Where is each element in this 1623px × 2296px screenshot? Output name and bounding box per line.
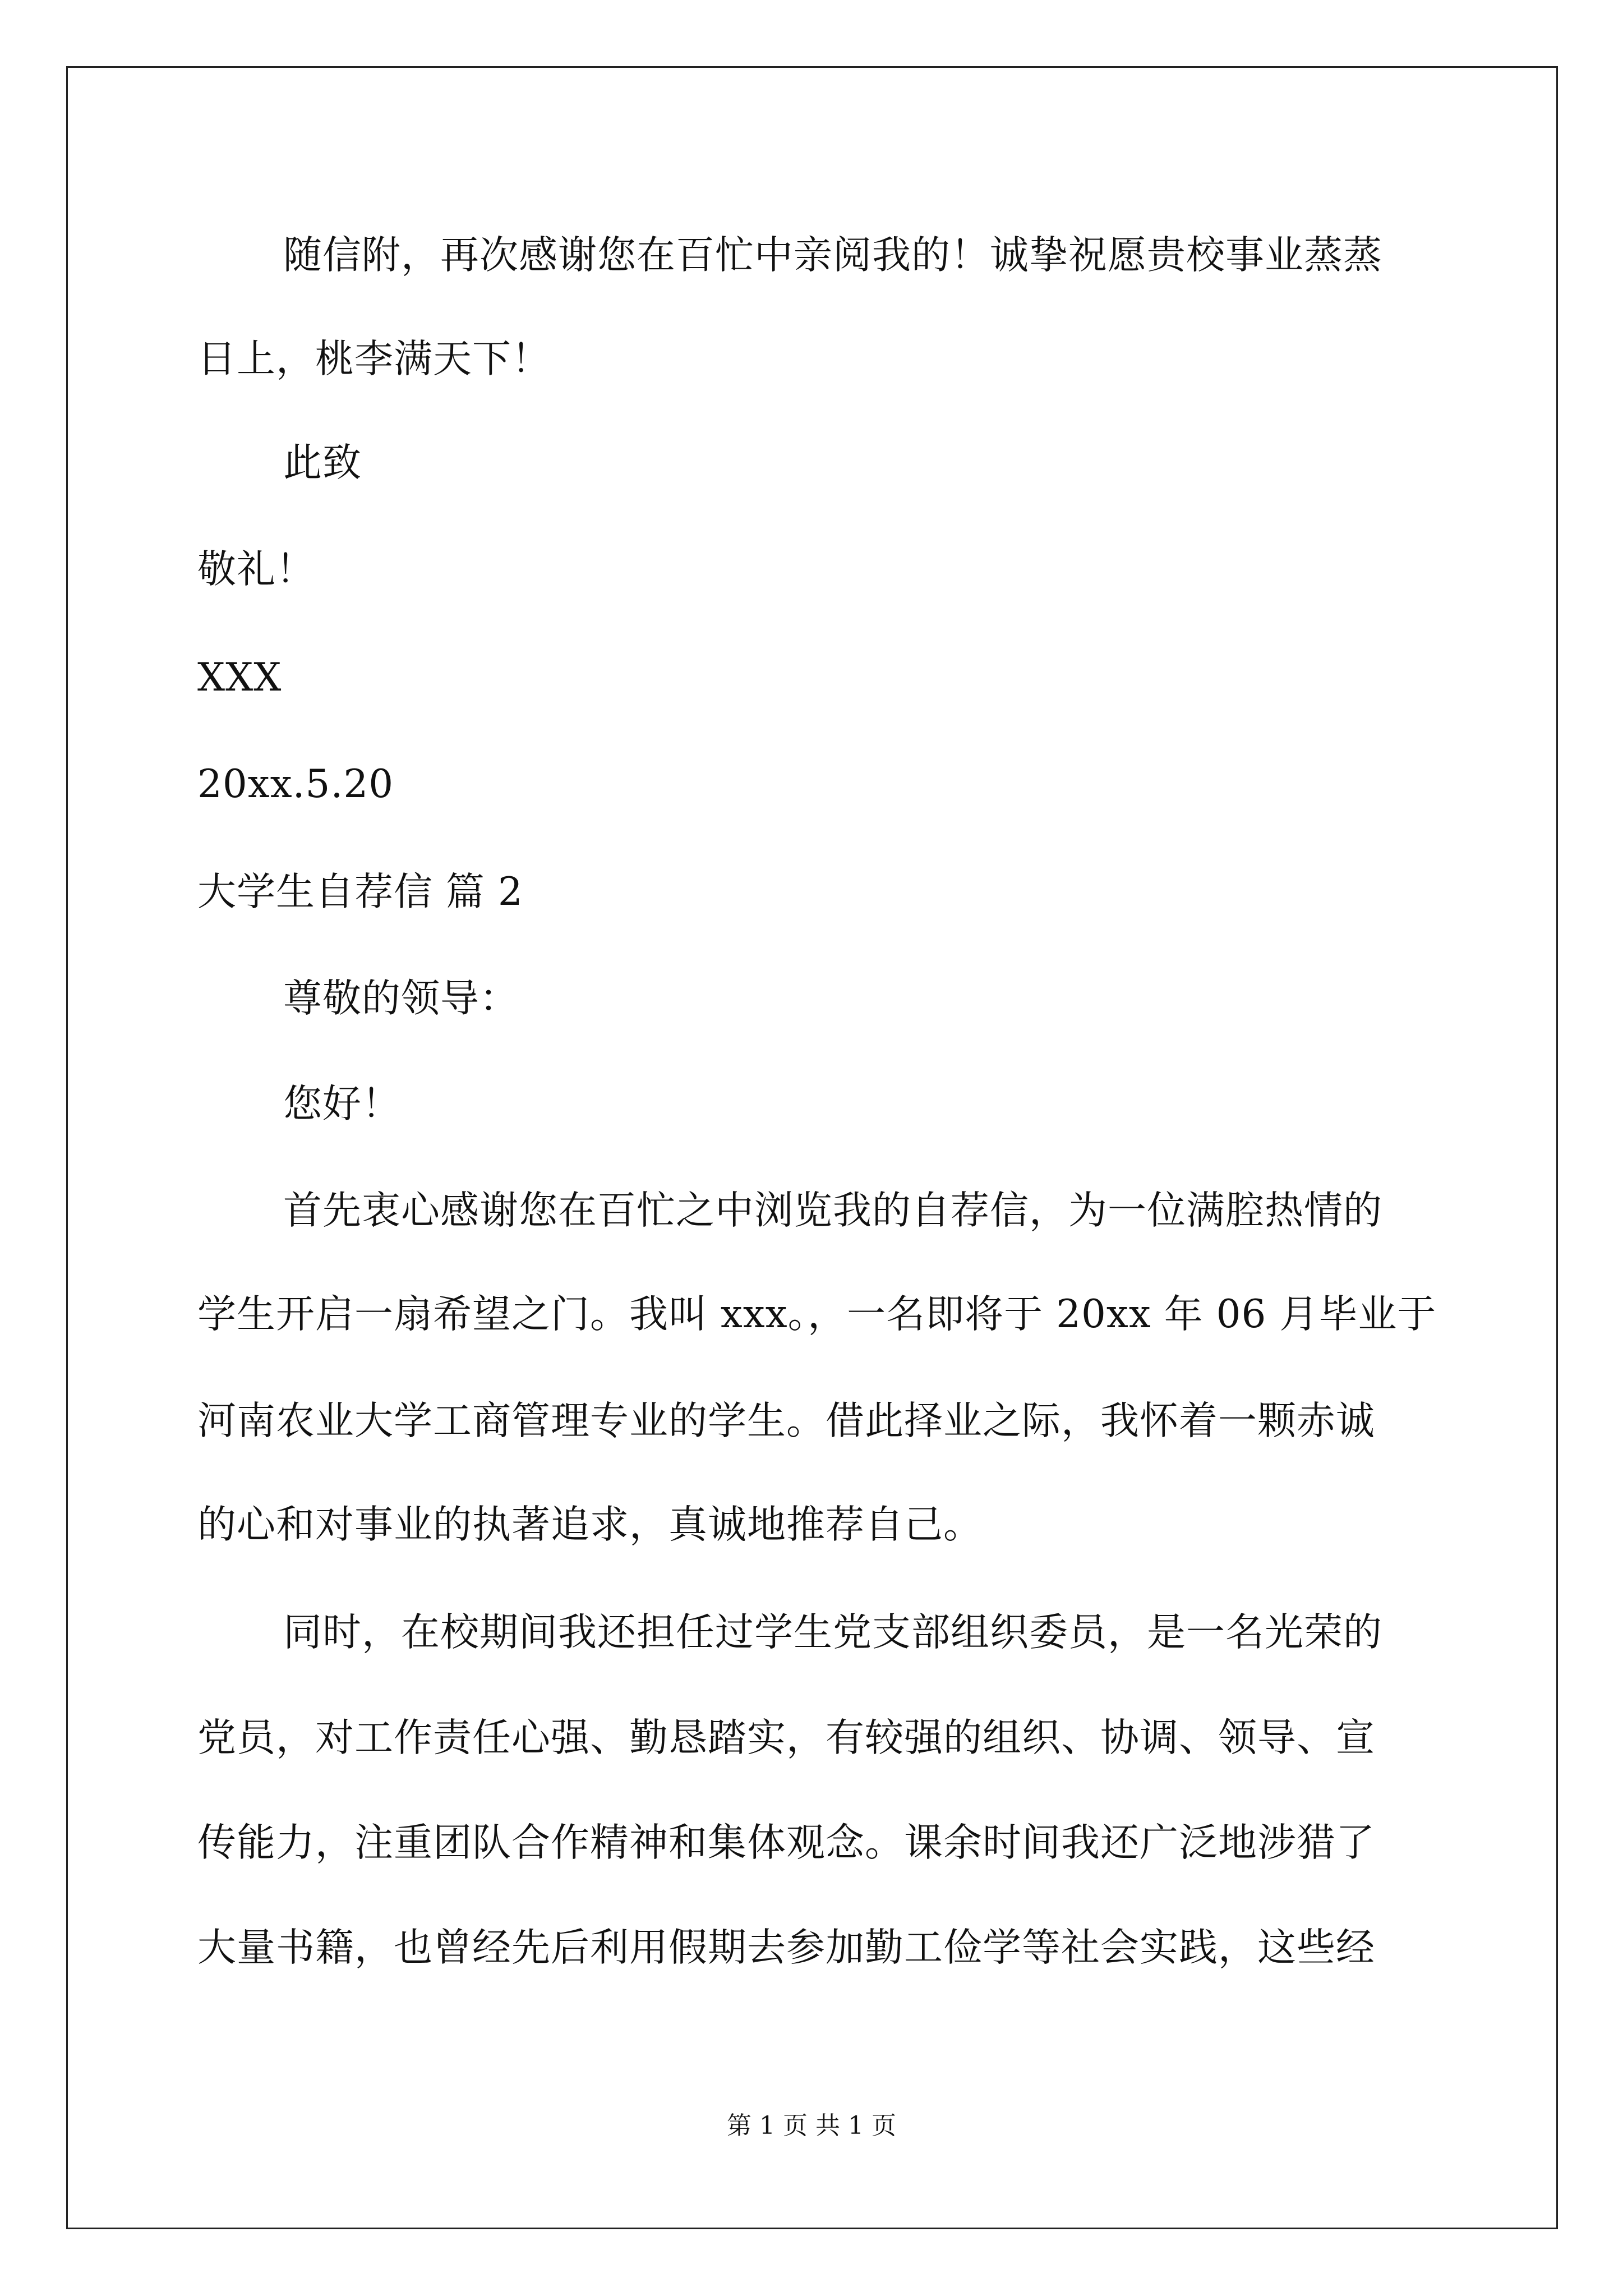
- paragraph-2-line-2: 党员，对工作责任心强、勤恳踏实，有较强的组织、协调、领导、宣: [197, 1715, 1375, 1760]
- paragraph-2-line-4: 大量书籍，也曾经先后利用假期去参加勤工俭学等社会实践，这些经: [197, 1925, 1375, 1970]
- letter-date: 20xx.5.20: [197, 762, 394, 807]
- paragraph-1-line-4: 的心和对事业的执著追求，真诚地推荐自己。: [197, 1502, 983, 1547]
- page-border: [66, 66, 1558, 2229]
- paragraph-2-line-3: 传能力，注重团队合作精神和集体观念。课余时间我还广泛地涉猎了: [197, 1820, 1375, 1865]
- signature: XXX: [197, 655, 282, 700]
- closing-paragraph-line-2: 日上，桃李满天下！: [197, 337, 551, 381]
- salutation-jing-li: 敬礼！: [197, 547, 315, 592]
- paragraph-1-line-2: 学生开启一扇希望之门。我叫 xxx。，一名即将于 20xx 年 06 月毕业于: [197, 1292, 1437, 1337]
- closing-paragraph-line-1: 随信附，再次感谢您在百忙中亲阅我的！诚挚祝愿贵校事业蒸蒸: [283, 233, 1382, 278]
- letter-2-hello: 您好！: [283, 1082, 401, 1126]
- letter-2-heading: 大学生自荐信 篇 2: [197, 869, 523, 914]
- paragraph-2-line-1: 同时，在校期间我还担任过学生党支部组织委员，是一名光荣的: [283, 1610, 1382, 1655]
- paragraph-1-line-3: 河南农业大学工商管理专业的学生。借此择业之际，我怀着一颗赤诚: [197, 1398, 1375, 1443]
- salutation-ci-zhi: 此致: [283, 440, 362, 485]
- letter-2-greeting: 尊敬的领导：: [283, 976, 519, 1021]
- page-footer: 第 1 页 共 1 页: [727, 2111, 896, 2140]
- paragraph-1-line-1: 首先衷心感谢您在百忙之中浏览我的自荐信，为一位满腔热情的: [283, 1188, 1382, 1233]
